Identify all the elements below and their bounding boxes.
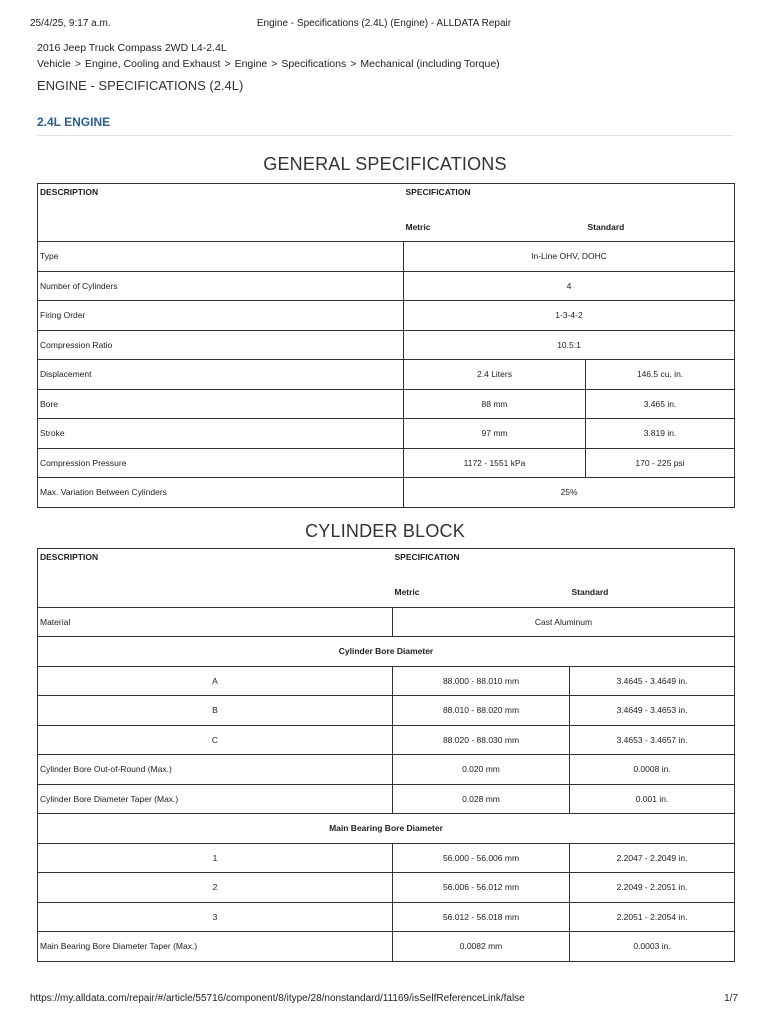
row-description: Type <box>38 242 404 272</box>
header-specification: SPECIFICATION <box>393 549 735 578</box>
row-value: In-Line OHV, DOHC <box>404 242 735 272</box>
breadcrumb-separator: > <box>350 58 357 70</box>
header-standard: Standard <box>586 213 735 242</box>
section-divider <box>37 135 733 136</box>
table-row <box>38 843 735 873</box>
table-row <box>38 902 735 932</box>
table-subheader <box>38 814 735 844</box>
table-row <box>38 932 735 962</box>
print-footer <box>30 993 738 1007</box>
row-standard: 170 - 225 psi <box>586 448 735 478</box>
breadcrumb-item[interactable]: Mechanical (including Torque) <box>360 58 500 70</box>
row-description: Compression Ratio <box>38 330 404 360</box>
subheader-cylinder-bore-diameter: Cylinder Bore Diameter <box>38 637 735 667</box>
header-specification: SPECIFICATION <box>404 184 735 213</box>
row-metric: 0.028 mm <box>393 784 570 814</box>
row-metric: 88.000 - 88.010 mm <box>393 666 570 696</box>
table-title-general-specifications: GENERAL SPECIFICATIONS <box>263 154 507 174</box>
row-description: Material <box>38 607 393 637</box>
row-standard: 0.0008 in. <box>570 755 735 785</box>
row-description: Displacement <box>38 360 404 390</box>
row-metric: 97 mm <box>404 419 586 449</box>
header-metric: Metric <box>404 213 586 242</box>
table-row <box>38 725 735 755</box>
row-standard: 2.2049 - 2.2051 in. <box>570 873 735 903</box>
breadcrumb-item[interactable]: Vehicle <box>37 58 71 70</box>
row-value: 4 <box>404 271 735 301</box>
row-description: A <box>38 666 393 696</box>
header-blank <box>38 578 393 608</box>
row-metric: 1172 - 1551 kPa <box>404 448 586 478</box>
print-url: https://my.alldata.com/repair/#/article/55716/component/8/itype/28/nonstandard/11169/isSelfReferenceLink/false <box>30 993 525 1004</box>
breadcrumb-separator: > <box>74 58 81 70</box>
row-description: Number of Cylinders <box>38 271 404 301</box>
row-value: 1-3-4-2 <box>404 301 735 331</box>
row-standard: 146.5 cu. in. <box>586 360 735 390</box>
page-number: 1/7 <box>724 993 738 1004</box>
row-value: 25% <box>404 478 735 508</box>
print-date: 25/4/25, 9:17 a.m. <box>30 18 111 29</box>
row-metric: 88.010 - 88.020 mm <box>393 696 570 726</box>
row-description: Stroke <box>38 419 404 449</box>
header-description: DESCRIPTION <box>38 184 404 213</box>
table-row <box>38 784 735 814</box>
table-row <box>38 389 735 419</box>
row-description: 2 <box>38 873 393 903</box>
table-row <box>38 242 735 272</box>
breadcrumb-item[interactable]: Engine, Cooling and Exhaust <box>85 58 221 70</box>
table-row <box>38 873 735 903</box>
general-specifications-table <box>37 183 735 508</box>
section-heading: 2.4L ENGINE <box>37 115 111 129</box>
table-row <box>38 607 735 637</box>
row-metric: 56.012 - 56.018 mm <box>393 902 570 932</box>
table-row <box>38 301 735 331</box>
row-standard: 3.4649 - 3.4653 in. <box>570 696 735 726</box>
breadcrumb <box>37 58 500 70</box>
row-standard: 2.2051 - 2.2054 in. <box>570 902 735 932</box>
print-header <box>30 18 738 32</box>
table-row <box>38 271 735 301</box>
table-row <box>38 666 735 696</box>
row-metric: 56.006 - 56.012 mm <box>393 873 570 903</box>
row-description: Cylinder Bore Diameter Taper (Max.) <box>38 784 393 814</box>
row-value: Cast Aluminum <box>393 607 735 637</box>
row-metric: 88 mm <box>404 389 586 419</box>
row-standard: 2.2047 - 2.2049 in. <box>570 843 735 873</box>
row-description: B <box>38 696 393 726</box>
document-title: ENGINE - SPECIFICATIONS (2.4L) <box>37 78 244 93</box>
cylinder-block-table <box>37 548 735 962</box>
breadcrumb-item[interactable]: Engine <box>234 58 268 70</box>
row-metric: 0.0082 mm <box>393 932 570 962</box>
subheader-main-bearing-bore-diameter: Main Bearing Bore Diameter <box>38 814 735 844</box>
header-blank <box>38 213 404 242</box>
table-row <box>38 478 735 508</box>
table-row <box>38 419 735 449</box>
row-description: Main Bearing Bore Diameter Taper (Max.) <box>38 932 393 962</box>
row-description: Bore <box>38 389 404 419</box>
header-description: DESCRIPTION <box>38 549 393 578</box>
row-standard: 3.4645 - 3.4649 in. <box>570 666 735 696</box>
row-standard: 3.465 in. <box>586 389 735 419</box>
row-metric: 2.4 Liters <box>404 360 586 390</box>
table-row <box>38 696 735 726</box>
row-description: Compression Pressure <box>38 448 404 478</box>
row-description: Cylinder Bore Out-of-Round (Max.) <box>38 755 393 785</box>
vehicle-name: 2016 Jeep Truck Compass 2WD L4-2.4L <box>37 42 227 54</box>
table-row <box>38 360 735 390</box>
row-metric: 0.020 mm <box>393 755 570 785</box>
table-row <box>38 448 735 478</box>
row-description: 1 <box>38 843 393 873</box>
breadcrumb-item[interactable]: Specifications <box>281 58 347 70</box>
row-standard: 3.819 in. <box>586 419 735 449</box>
row-description: Firing Order <box>38 301 404 331</box>
breadcrumb-separator: > <box>224 58 231 70</box>
row-description: Max. Variation Between Cylinders <box>38 478 404 508</box>
header-standard: Standard <box>570 578 735 608</box>
breadcrumb-separator: > <box>271 58 278 70</box>
table-title-cylinder-block: CYLINDER BLOCK <box>305 521 465 541</box>
row-description: C <box>38 725 393 755</box>
header-metric: Metric <box>393 578 570 608</box>
row-metric: 88.020 - 88.030 mm <box>393 725 570 755</box>
row-description: 3 <box>38 902 393 932</box>
table-row <box>38 330 735 360</box>
row-standard: 3.4653 - 3.4657 in. <box>570 725 735 755</box>
row-metric: 56.000 - 56.006 mm <box>393 843 570 873</box>
print-page-title: Engine - Specifications (2.4L) (Engine) - ALLDATA Repair <box>256 18 512 29</box>
row-standard: 0.0003 in. <box>570 932 735 962</box>
row-value: 10.5:1 <box>404 330 735 360</box>
table-subheader <box>38 637 735 667</box>
table-row <box>38 755 735 785</box>
row-standard: 0.001 in. <box>570 784 735 814</box>
